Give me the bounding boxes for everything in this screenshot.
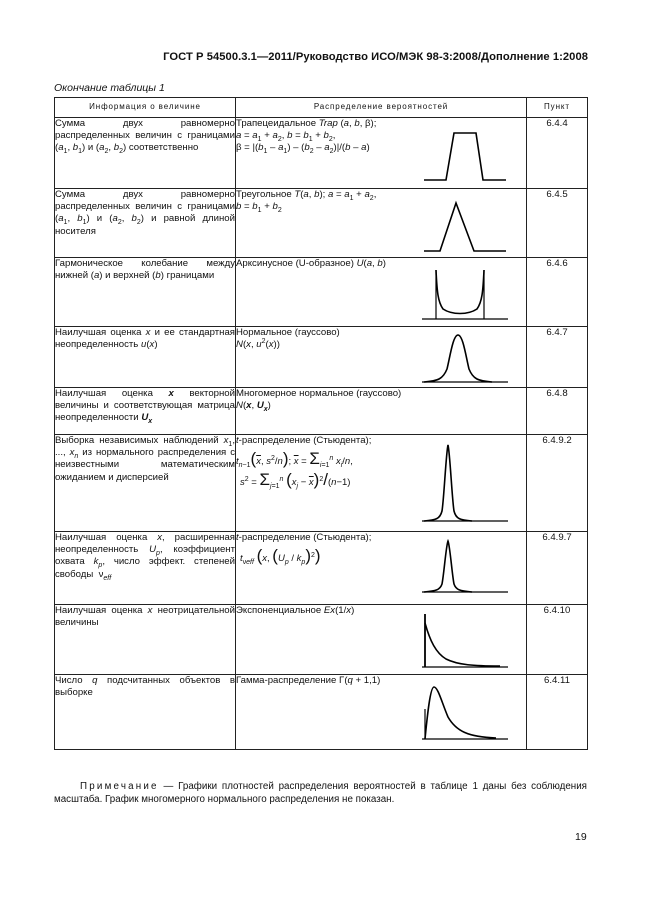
- row-dist: Гамма-распределение Γ(q + 1,1): [236, 675, 412, 750]
- row-punkt: 6.4.10: [527, 605, 588, 675]
- column-header-dist: Распределение вероятностей: [236, 98, 527, 118]
- row-dist: Трапецеидальное Trap (a, b, β); $a = a_1 + a_2$, $b = b_1 + b_2$, $\beta = |(b_1 - a_1) - (b_2 - a_2)|/(b - a)$: [236, 118, 412, 189]
- formula-t-eff: $t_{\nu eff}$ (x, $(U_p / k_p)^2$): [240, 546, 321, 567]
- table-row: [55, 532, 588, 605]
- table-row: [55, 435, 588, 532]
- table-header-row: [55, 98, 588, 118]
- row-info: Гармоническое колебание между нижней (a) и верхней (b) границами: [55, 258, 236, 327]
- row-punkt: 6.4.5: [527, 189, 588, 258]
- formula-t: $t_{n-1}(\overline{x}$, $s^2/n$); $\overline{x} = \Sigma_{i=1}^n$ $x_i/n$,: [236, 449, 353, 470]
- row-punkt: 6.4.7: [527, 327, 588, 388]
- footnote: [54, 780, 587, 806]
- row-info: Выборка независимых наблюдений $x_1$, ..., $x_n$ из нормального распределения с неизвестными математическим ожиданием и дисперсией: [55, 435, 236, 532]
- t-student-plot: [412, 435, 527, 532]
- row-dist: Нормальное (гауссово) N(x, $u^2(x)$): [236, 327, 412, 388]
- row-info: Наилучшая оценка x и ее стандартная неопределенность u(x): [55, 327, 236, 388]
- table-row: [55, 388, 588, 435]
- row-dist: [236, 435, 412, 532]
- dist-label: t-распределение (Стьюдента);: [236, 435, 372, 446]
- empty-plot: [412, 388, 527, 435]
- column-header-punkt: Пункт: [527, 98, 588, 118]
- row-info: Сумма двух равномерно распределенных величин с границами ($a_1$, $b_1$) и ($a_2$, $b_2$) и равной длиной носителя: [55, 189, 236, 258]
- exponential-plot: [412, 605, 527, 675]
- t-scaled-plot: [412, 532, 527, 605]
- row-dist: [236, 532, 412, 605]
- row-punkt: 6.4.9.2: [527, 435, 588, 532]
- normal-plot: [412, 327, 527, 388]
- page-number: 19: [575, 831, 587, 843]
- row-punkt: 6.4.8: [527, 388, 588, 435]
- note-label: Примечание: [80, 781, 159, 792]
- row-info: Сумма двух равномерно распределенных величин с границами ($a_1$, $b_1$) и ($a_2$, $b_2$) соответственно: [55, 118, 236, 189]
- header: ГОСТ Р 54500.3.1—2011/Руководство ИСО/МЭК 98-3:2008/Дополнение 1:2008: [163, 51, 588, 63]
- table-row: [55, 118, 588, 189]
- row-dist: Экспоненциальное Ex(1/x): [236, 605, 412, 675]
- row-info: Наилучшая оценка x, расширенная неопределенность $U_p$, коэффициент охвата $k_p$, число эффект. степеней свободы $\nu_{eff}$: [55, 532, 236, 605]
- gamma-plot: [412, 675, 527, 750]
- dist-label: t-распределение (Стьюдента);: [236, 532, 372, 543]
- trapezoid-plot: [412, 118, 527, 189]
- row-punkt: 6.4.11: [527, 675, 588, 750]
- table-caption: Окончание таблицы 1: [54, 82, 165, 94]
- formula-s: $s^2 = \Sigma_{j=1}^n$ $(x_j - \overline{x})^2/(n-1)$: [240, 470, 351, 491]
- row-dist: Треугольное T(a, b); $a = a_1 + a_2$, $b = b_1 + b_2$: [236, 189, 412, 258]
- row-dist: Арксинусное (U-образное) U(a, b): [236, 258, 412, 327]
- triangle-plot: [412, 189, 527, 258]
- table-row: [55, 189, 588, 258]
- distribution-table: [54, 97, 588, 750]
- row-info: Число q подсчитанных объектов в выборке: [55, 675, 236, 750]
- row-punkt: 6.4.4: [527, 118, 588, 189]
- table-row: [55, 327, 588, 388]
- column-header-info: Информация о величине: [55, 98, 236, 118]
- row-punkt: 6.4.9.7: [527, 532, 588, 605]
- row-info: Наилучшая оценка x векторной величины и соответствующая матрица неопределенности $U_x$: [55, 388, 236, 435]
- arcsine-plot: [412, 258, 527, 327]
- row-dist: Многомерное нормальное (гауссово) N(x, $U_x$): [236, 388, 412, 435]
- row-info: Наилучшая оценка x неотрицательной величины: [55, 605, 236, 675]
- table-row: [55, 605, 588, 675]
- note-text: — Графики плотностей распределения вероятностей в таблице 1 даны без соблюдения масштаба. График многомерного нормального распределения не показан.: [54, 781, 587, 805]
- table-row: [55, 258, 588, 327]
- row-punkt: 6.4.6: [527, 258, 588, 327]
- table-row: [55, 675, 588, 750]
